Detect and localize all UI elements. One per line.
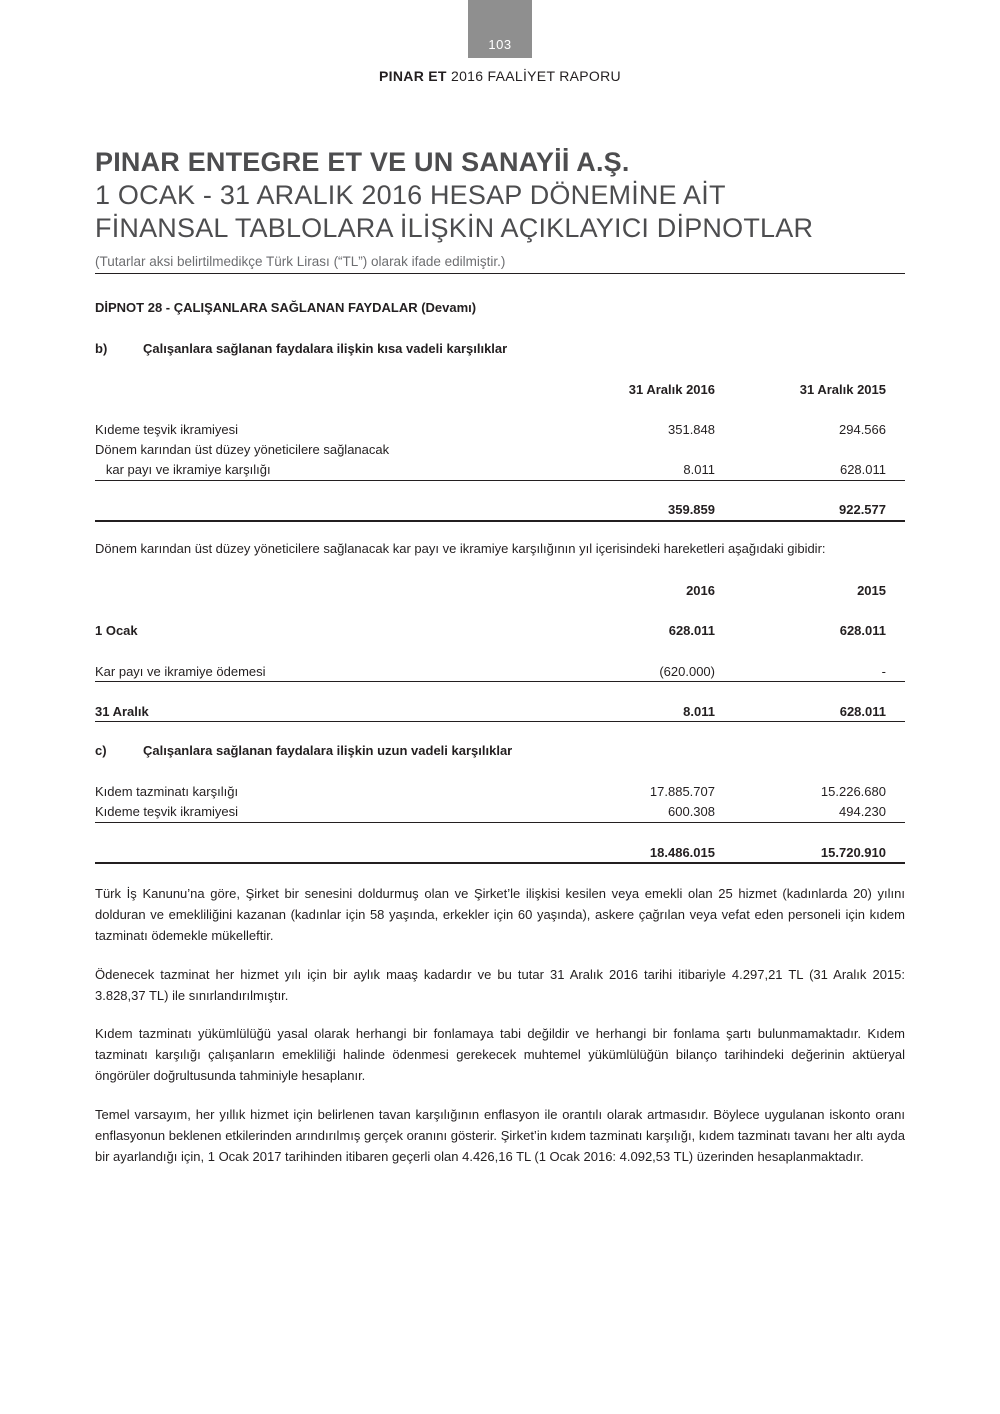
- row-label: Kar payı ve ikramiye ödemesi: [95, 664, 266, 679]
- table-row: [95, 460, 905, 480]
- header-report: 2016 FAALİYET RAPORU: [451, 68, 621, 84]
- row-label: kar payı ve ikramiye karşılığı: [95, 462, 271, 477]
- part-c-total-row: [95, 843, 905, 863]
- row-value-2015: 15.226.680: [820, 784, 886, 799]
- paragraph: Kıdem tazminatı yükümlülüğü yasal olarak herhangi bir fonlamaya tabi değildir ve herhangi bir fonlama şartı bulunmamaktadır. Kıdem tazminatı karşılığı çalışanların emekliliği halinde ödenmesi gerekecek muhtemel yükümlülüğün bilanço tarihindeki değerinin aktüeryal öngörüler doğrultusunda tahminiyle hesaplanır.: [95, 1026, 905, 1083]
- divider: [95, 480, 905, 481]
- row-label: 31 Aralık: [95, 704, 149, 719]
- part-c-total-2015: 15.720.910: [820, 845, 886, 860]
- movement-column-headers: [95, 581, 905, 601]
- row-value-2016: (620.000): [659, 664, 715, 679]
- row-value-2015: 628.011: [839, 462, 886, 477]
- table-row: [95, 662, 905, 682]
- title-block: [95, 145, 905, 274]
- movement-col2-header: 2015: [857, 583, 886, 598]
- page-number-tab: [468, 0, 532, 58]
- part-c-letter: c): [95, 743, 107, 758]
- row-value-2016: 8.011: [683, 462, 715, 477]
- currency-note: (Tutarlar aksi belirtilmedikçe Türk Lirası (“TL”) olarak ifade edilmiştir.): [95, 253, 905, 274]
- row-value-2015: -: [881, 664, 886, 679]
- paragraph: Temel varsayım, her yıllık hizmet için belirlenen tavan karşılığının enflasyon ile orantılı olarak artmasıdır. Böylece uygulanan iskonto oranı enflasyonun beklenen etkilerinden arındırılmış gerçek oranını gösterir. Şirket’in kıdem tazminatı karşılığı, kıdem tazminatı tavanı her altı ayda bir ayarlandığı için, 1 Ocak 2017 tarihinden itibaren geçerli olan 4.426,16 TL (1 Ocak 2016: 4.092,53 TL) üzerinden hesaplanmaktadır.: [95, 1107, 905, 1164]
- table-row: [95, 440, 905, 460]
- title-line-2: 1 OCAK - 31 ARALIK 2016 HESAP DÖNEMİNE AİT: [95, 180, 726, 210]
- part-b-total-2016: 359.859: [668, 502, 715, 517]
- table-row: [95, 420, 905, 440]
- divider: [95, 822, 905, 823]
- header-brand: PINAR ET: [379, 68, 447, 84]
- row-value-2016: 600.308: [668, 804, 715, 819]
- row-label: Kıdeme teşvik ikramiyesi: [95, 422, 239, 437]
- part-b-col1-header: 31 Aralık 2016: [628, 382, 715, 397]
- row-value-2015: 628.011: [839, 623, 886, 638]
- part-b-heading: Çalışanlara sağlanan faydalara ilişkin kısa vadeli karşılıklar: [143, 341, 508, 356]
- part-c-total-2016: 18.486.015: [649, 845, 715, 860]
- page-number: 103: [488, 37, 512, 52]
- table-row: [95, 702, 905, 722]
- part-b-letter: b): [95, 341, 108, 356]
- row-value-2015: 294.566: [839, 422, 886, 437]
- row-label: Kıdem tazminatı karşılığı: [95, 784, 239, 799]
- part-b-total-2015: 922.577: [839, 502, 886, 517]
- row-label: 1 Ocak: [95, 623, 138, 638]
- company-name: PINAR ENTEGRE ET VE UN SANAYİİ A.Ş.: [95, 147, 630, 177]
- movement-col1-header: 2016: [686, 583, 715, 598]
- table-row: [95, 782, 905, 802]
- row-label: Kıdeme teşvik ikramiyesi: [95, 804, 239, 819]
- divider: [95, 681, 905, 682]
- part-b-column-headers: [95, 380, 905, 400]
- paragraph: Ödenecek tazminat her hizmet yılı için bir aylık maaş kadardır ve bu tutar 31 Aralık 2016 tarihi itibariyle 4.297,21 TL (31 Aralık 2015: 3.828,37 TL) ile sınırlandırılmıştır.: [95, 967, 905, 1003]
- table-row: [95, 621, 905, 641]
- section-title: DİPNOT 28 - ÇALIŞANLARA SAĞLANAN FAYDALAR (Devamı): [95, 300, 477, 315]
- row-value-2015: 628.011: [839, 704, 886, 719]
- row-value-2016: 628.011: [668, 623, 715, 638]
- part-b-total-row: [95, 500, 905, 520]
- movement-intro: Dönem karından üst düzey yöneticilere sağlanacak kar payı ve ikramiye karşılığının yıl içerisindeki hareketleri aşağıdaki gibidir:: [95, 541, 826, 556]
- part-b-col2-header: 31 Aralık 2015: [799, 382, 886, 397]
- divider: [95, 721, 905, 722]
- paragraph: Türk İş Kanunu’na göre, Şirket bir senesini doldurmuş olan ve Şirket’le ilişkisi kesilen veya emekli olan 25 hizmet (kadınlarda 20) yılını dolduran ve emekliliğini kazanan (kadınlar için 58 yaşında, erkekler için 60 yaşında), askere çağrılan veya vefat eden personeli için kıdem tazminatı ödemekle mükelleftir.: [95, 886, 905, 943]
- row-value-2015: 494.230: [839, 804, 886, 819]
- table-row: [95, 802, 905, 822]
- part-c-heading: Çalışanlara sağlanan faydalara ilişkin uzun vadeli karşılıklar: [143, 743, 513, 758]
- row-label: Dönem karından üst düzey yöneticilere sağlanacak: [95, 442, 390, 457]
- row-value-2016: 17.885.707: [649, 784, 715, 799]
- row-value-2016: 351.848: [668, 422, 715, 437]
- divider: [95, 520, 905, 522]
- running-header: [0, 68, 1000, 84]
- divider: [95, 862, 905, 864]
- title-line-3: FİNANSAL TABLOLARA İLİŞKİN AÇIKLAYICI DİPNOTLAR: [95, 213, 814, 243]
- row-value-2016: 8.011: [683, 704, 715, 719]
